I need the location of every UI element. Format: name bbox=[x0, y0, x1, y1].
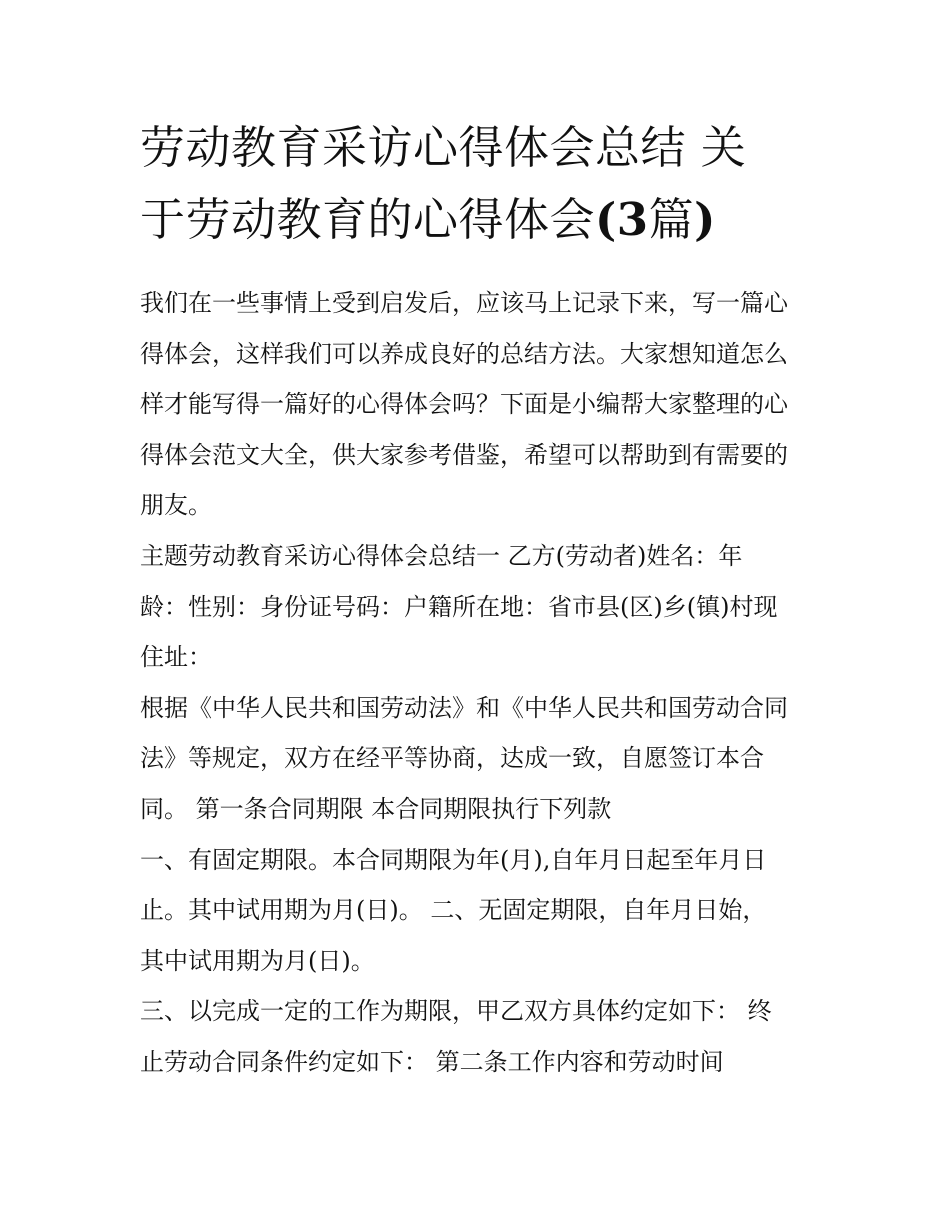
paragraph-line: 住址： bbox=[140, 643, 212, 672]
paragraph-line: 法》等规定，双方在经平等协商，达成一致，自愿签订本合 bbox=[140, 744, 764, 773]
body-paragraph bbox=[140, 683, 816, 835]
paragraph-line: 得体会范文大全，供大家参考借鉴，希望可以帮助到有需要的 bbox=[140, 440, 788, 469]
paragraph-line: 朋友。 bbox=[140, 491, 212, 520]
title-line-2-text: 于劳动教育的心得体会 bbox=[140, 193, 596, 246]
paragraph-line: 止劳动合同条件约定如下： 第二条工作内容和劳动时间 bbox=[140, 1047, 724, 1076]
document-page bbox=[140, 112, 816, 1088]
paragraph-line: 一、有固定期限。本合同期限为年(月),自年月日起至年月日 bbox=[140, 845, 767, 874]
paragraph-line: 三、以完成一定的工作为期限，甲乙双方具体约定如下： 终 bbox=[140, 997, 772, 1026]
body-paragraph bbox=[140, 986, 816, 1087]
paragraph-line: 得体会，这样我们可以养成良好的总结方法。大家想知道怎么 bbox=[140, 339, 788, 368]
paragraph-line: 我们在一些事情上受到启发后，应该马上记录下来，写一篇心 bbox=[140, 289, 788, 317]
title-count-close: ) bbox=[694, 193, 716, 246]
paragraph-line: 同。 第一条合同期限 本合同期限执行下列款 bbox=[140, 794, 612, 823]
title-line-1: 劳动教育采访心得体会总结 关 bbox=[140, 121, 747, 174]
document-title bbox=[140, 112, 816, 256]
paragraph-line: 样才能写得一篇好的心得体会吗？下面是小编帮大家整理的心 bbox=[140, 390, 788, 419]
title-count-unit: 篇 bbox=[648, 193, 695, 246]
title-count-open: (3 bbox=[595, 193, 649, 246]
paragraph-line: 其中试用期为月(日)。 bbox=[140, 946, 375, 975]
paragraph-line: 主题劳动教育采访心得体会总结一 乙方(劳动者)姓名：年 bbox=[140, 541, 743, 570]
paragraph-line: 止。其中试用期为月(日)。 二、无固定期限，自年月日始， bbox=[140, 896, 767, 925]
body-paragraph bbox=[140, 531, 816, 683]
document-body bbox=[140, 278, 816, 1088]
body-paragraph bbox=[140, 835, 816, 987]
paragraph-line: 根据《中华人民共和国劳动法》和《中华人民共和国劳动合同 bbox=[140, 693, 788, 722]
title-line-2 bbox=[140, 184, 816, 256]
paragraph-line: 龄：性别：身份证号码：户籍所在地：省市县(区)乡(镇)村现 bbox=[140, 592, 778, 621]
body-paragraph bbox=[140, 278, 816, 531]
